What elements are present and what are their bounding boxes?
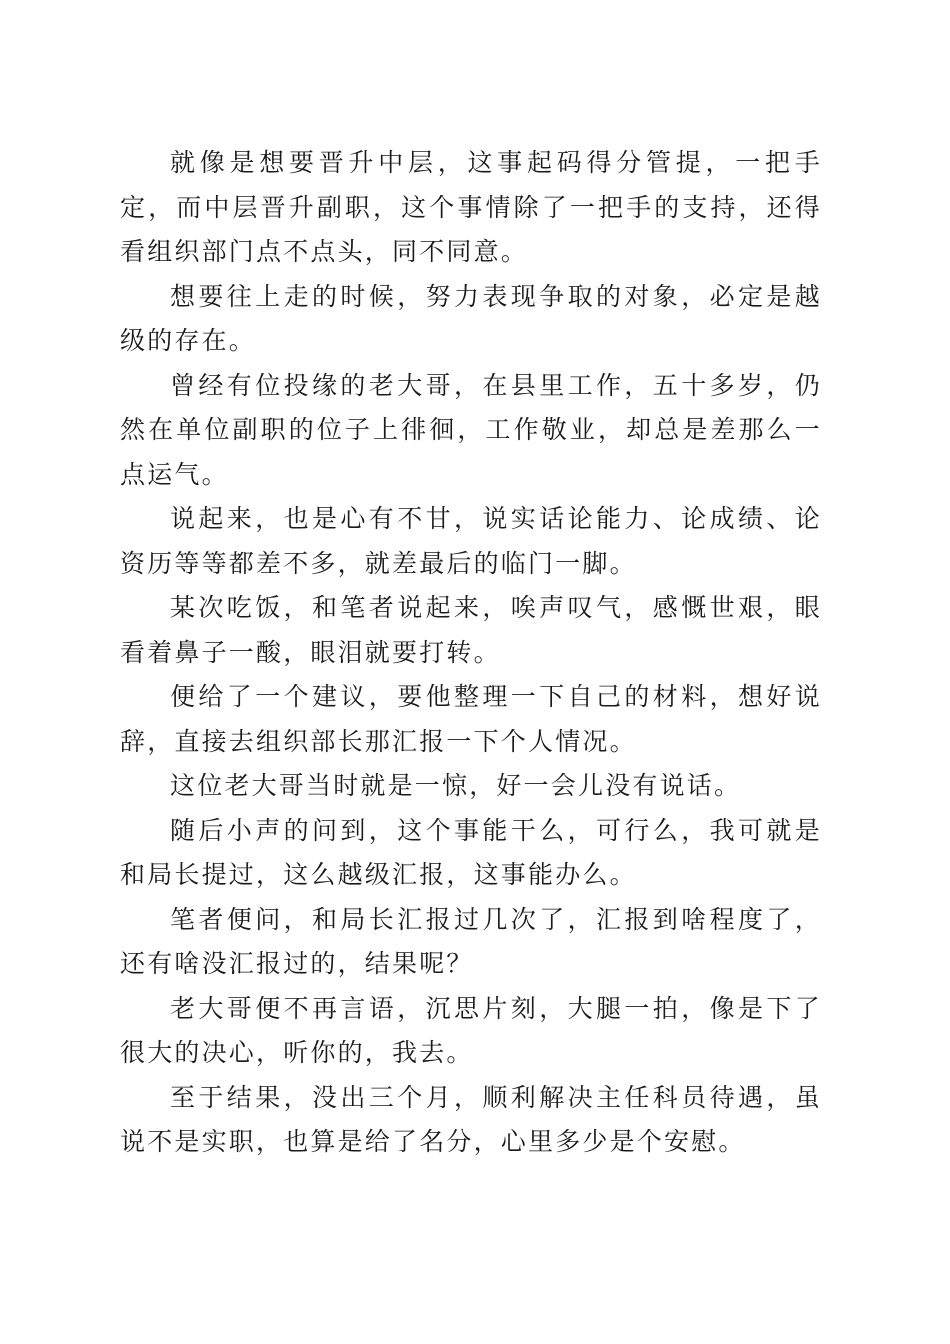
document-body — [120, 141, 822, 1165]
paragraph-2: 想要往上走的时候，努力表现争取的对象，必定是越级的存在。 — [120, 281, 822, 355]
paragraph-6: 便给了一个建议，要他整理一下自己的材料，想好说辞，直接去组织部长那汇报一下个人情况。 — [120, 682, 822, 756]
paragraph-7: 这位老大哥当时就是一惊，好一会儿没有说话。 — [170, 771, 742, 800]
paragraph-3: 曾经有位投缘的老大哥，在县里工作，五十多岁，仍然在单位副职的位子上徘徊，工作敬业，却总是差那么一点运气。 — [120, 370, 822, 489]
paragraph-8: 随后小声的问到，这个事能干么，可行么，我可就是和局长提过，这么越级汇报，这事能办么。 — [120, 815, 822, 889]
paragraph-4: 说起来，也是心有不甘，说实话论能力、论成绩、论资历等等都差不多，就差最后的临门一脚。 — [120, 504, 822, 578]
paragraph-9: 笔者便问，和局长汇报过几次了，汇报到啥程度了，还有啥没汇报过的，结果呢？ — [120, 904, 822, 978]
paragraph-1: 就像是想要晋升中层，这事起码得分管提，一把手定，而中层晋升副职，这个事情除了一把手的支持，还得看组织部门点不点头，同不同意。 — [120, 148, 822, 266]
paragraph-5: 某次吃饭，和笔者说起来，唉声叹气，感慨世艰，眼看着鼻子一酸，眼泪就要打转。 — [120, 593, 822, 667]
paragraph-11: 至于结果，没出三个月，顺利解决主任科员待遇，虽说不是实职，也算是给了名分，心里多少是个安慰。 — [120, 1082, 822, 1156]
paragraph-10: 老大哥便不再言语，沉思片刻，大腿一拍，像是下了很大的决心，听你的，我去。 — [120, 993, 822, 1067]
